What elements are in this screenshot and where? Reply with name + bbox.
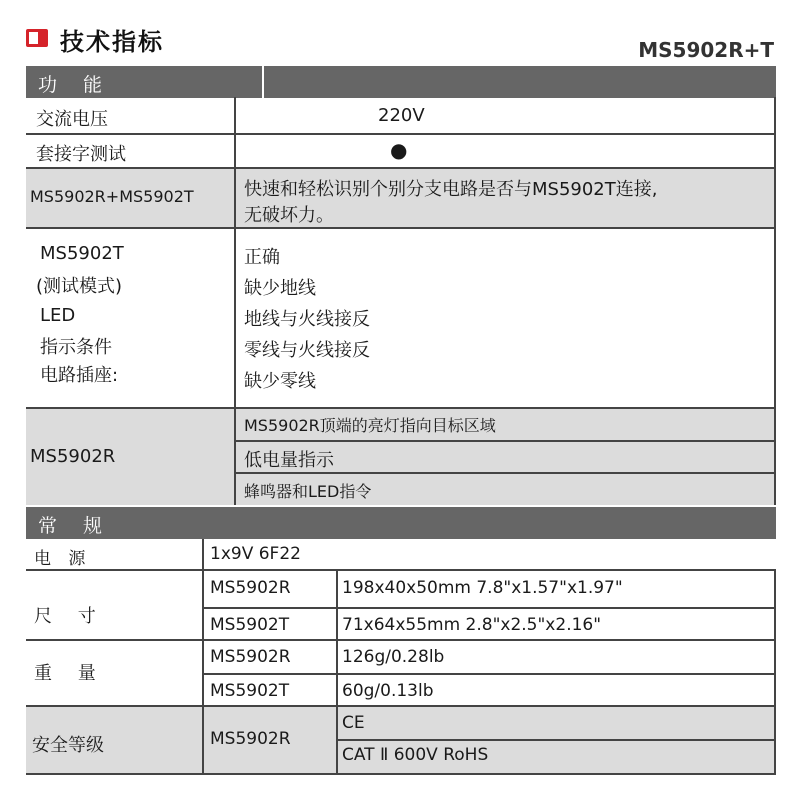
page-title: 技术指标 (60, 28, 164, 56)
table-row (26, 409, 776, 505)
section-general-header (26, 507, 776, 539)
divider (202, 539, 204, 775)
row-text-line: 蜂鸣器和LED指令 (244, 482, 372, 501)
divider (336, 570, 338, 775)
divider (26, 569, 776, 571)
row-label-size: 尺 寸 (34, 606, 106, 627)
safety-value: CAT Ⅱ 600V RoHS (342, 745, 489, 765)
size-value: 71x64x55mm 2.8"x2.5"x2.16" (342, 615, 602, 635)
size-value: 198x40x50mm 7.8"x1.57"x1.97" (342, 578, 623, 598)
row-value-ac-voltage: 220V (378, 105, 425, 126)
row-text-line: 地线与火线接反 (244, 309, 370, 330)
row-text-line: 低电量指示 (244, 450, 334, 471)
row-label-line: LED (40, 305, 76, 326)
row-value-power: 1x9V 6F22 (210, 544, 301, 564)
header (24, 22, 784, 64)
bullet-icon: ● (390, 138, 408, 162)
row-label-ac-voltage: 交流电压 (36, 109, 108, 130)
row-text-line: 正确 (244, 247, 280, 268)
table-row (26, 169, 776, 227)
section-function-label: 功 能 (38, 74, 113, 96)
table-row (26, 135, 776, 167)
section-function-header (26, 66, 776, 98)
row-text-line: 缺少地线 (244, 278, 316, 299)
row-label-safety: 安全等级 (32, 735, 104, 756)
row-text-line: MS5902R顶端的亮灯指向目标区域 (244, 416, 496, 435)
row-label-ms5902r: MS5902R (30, 446, 116, 467)
section-general-label: 常 规 (38, 515, 113, 537)
row-label-line: 指示条件 (40, 337, 112, 358)
row-label-pairing: MS5902R+MS5902T (30, 187, 194, 206)
divider (338, 739, 776, 741)
row-label-line: 电路插座: (40, 365, 119, 386)
divider (26, 639, 776, 641)
row-label-power: 电 源 (34, 549, 92, 569)
row-label-line: (测试模式) (36, 276, 123, 297)
general-table (26, 539, 776, 775)
safety-model: MS5902R (210, 729, 291, 749)
weight-model: MS5902T (210, 681, 290, 701)
divider (26, 773, 776, 775)
divider (236, 472, 776, 474)
divider (236, 440, 776, 442)
row-text-line: 无破坏力。 (244, 205, 334, 226)
weight-model: MS5902R (210, 647, 291, 667)
divider (202, 673, 776, 675)
safety-value: CE (342, 713, 365, 733)
row-text-line: 缺少零线 (244, 371, 316, 392)
size-model: MS5902R (210, 578, 291, 598)
row-text-line: 快速和轻松识别个别分支电路是否与MS5902T连接, (244, 179, 658, 200)
divider (774, 570, 776, 775)
row-text-line: 零线与火线接反 (244, 340, 370, 361)
row-label-socket-test: 套接字测试 (36, 144, 126, 165)
row-label-line: MS5902T (40, 243, 124, 264)
divider (202, 607, 776, 609)
row-label-weight: 重 量 (34, 663, 106, 684)
weight-value: 126g/0.28lb (342, 647, 445, 667)
brand-square-icon (26, 29, 48, 47)
table-row (26, 229, 776, 407)
size-model: MS5902T (210, 615, 290, 635)
table-row (26, 97, 776, 133)
table-row (26, 539, 776, 569)
section-divider (262, 66, 264, 98)
weight-value: 60g/0.13lb (342, 681, 434, 701)
model-label: MS5902R+T (638, 38, 774, 62)
